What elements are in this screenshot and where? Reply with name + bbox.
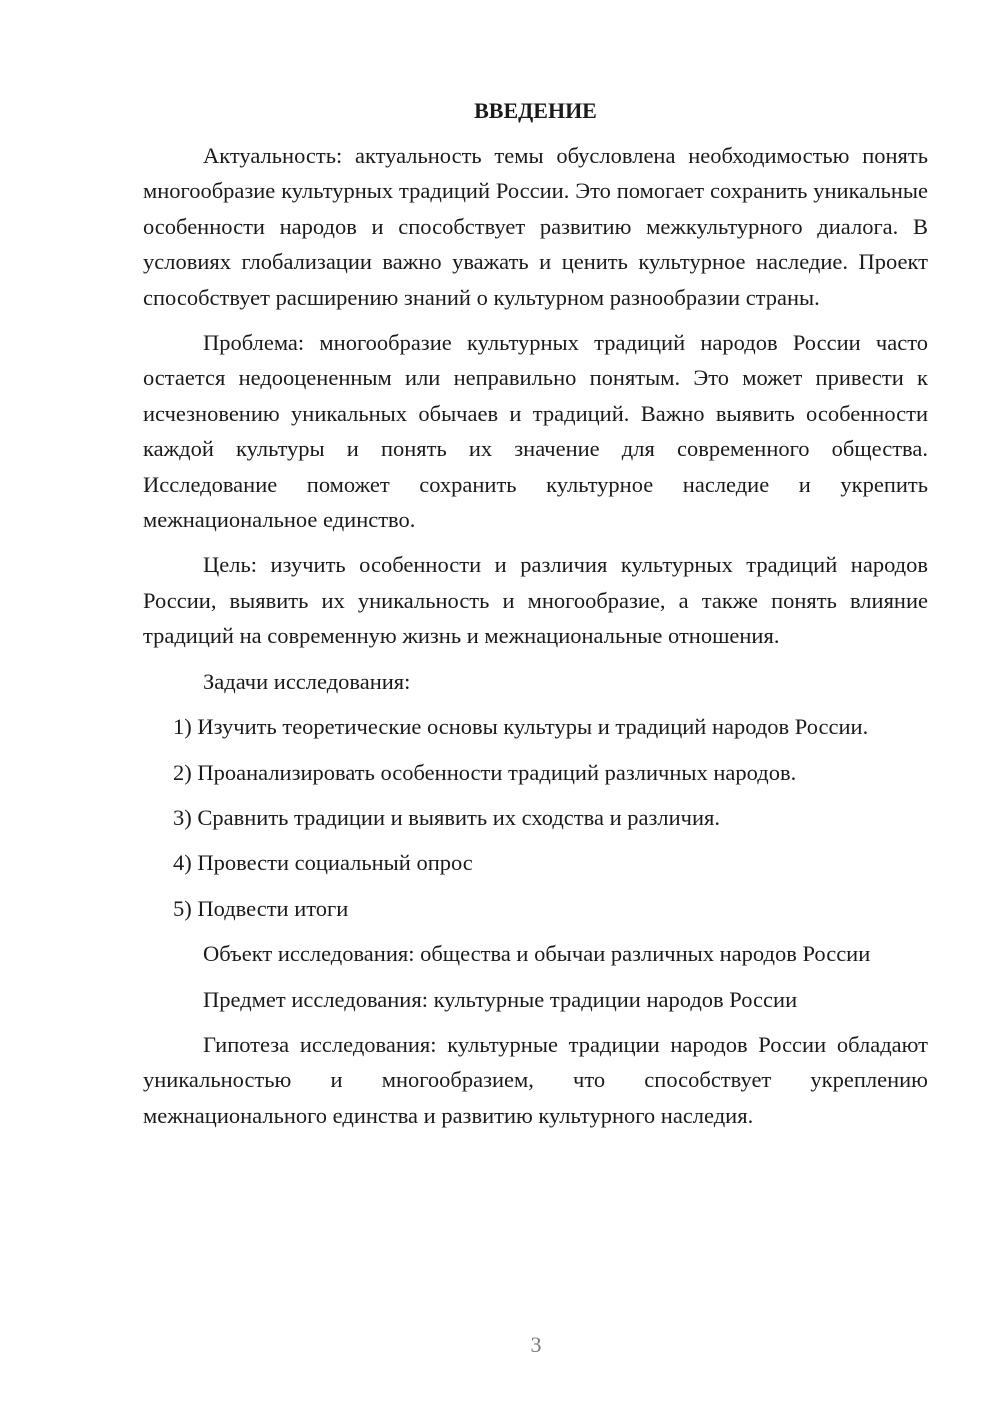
paragraph-subject: Предмет исследования: культурные традиции народов России (203, 986, 798, 1012)
paragraph-hypothesis: Гипотеза исследования: культурные традиции народов России обладают уникальностью и многообразием, что способствует укреплению межнационального единства и развитию культурного наследия. (143, 1031, 928, 1128)
task-item-5: 5) Подвести итоги (173, 895, 349, 921)
page-number: 3 (530, 1332, 542, 1357)
task-item-1: 1) Изучить теоретические основы культуры и традиций народов России. (173, 714, 869, 740)
tasks-heading: Задачи исследования: (203, 668, 411, 694)
paragraph-problem: Проблема: многообразие культурных традиций народов России часто остается недооцененным или неправильно понятым. Это может привести к исчезновению уникальных обычаев и традиций. Важно выявить особенности каждой культуры и понять их значение для современного общества. Исследование поможет сохранить культурное наследие и укрепить межнациональное единство. (143, 330, 928, 533)
page-content (143, 93, 928, 1143)
task-item-3: 3) Сравнить традиции и выявить их сходства и различия. (173, 804, 720, 830)
section-title: ВВЕДЕНИЕ (474, 98, 597, 123)
paragraph-goal: Цель: изучить особенности и различия культурных традиций народов России, выявить их уникальность и многообразие, а также понять влияние традиций на современную жизнь и межнациональные отношения. (143, 552, 928, 649)
task-item-2: 2) Проанализировать особенности традиций различных народов. (173, 759, 797, 785)
paragraph-relevance: Актуальность: актуальность темы обусловлена необходимостью понять многообразие культурных традиций России. Это помогает сохранить уникальные особенности народов и способствует развитию межкультурного диалога. В условиях глобализации важно уважать и ценить культурное наследие. Проект способствует расширению знаний о культурном разнообразии страны. (143, 143, 928, 310)
paragraph-object: Объект исследования: общества и обычаи различных народов России (203, 941, 871, 967)
task-item-4: 4) Провести социальный опрос (173, 850, 473, 876)
